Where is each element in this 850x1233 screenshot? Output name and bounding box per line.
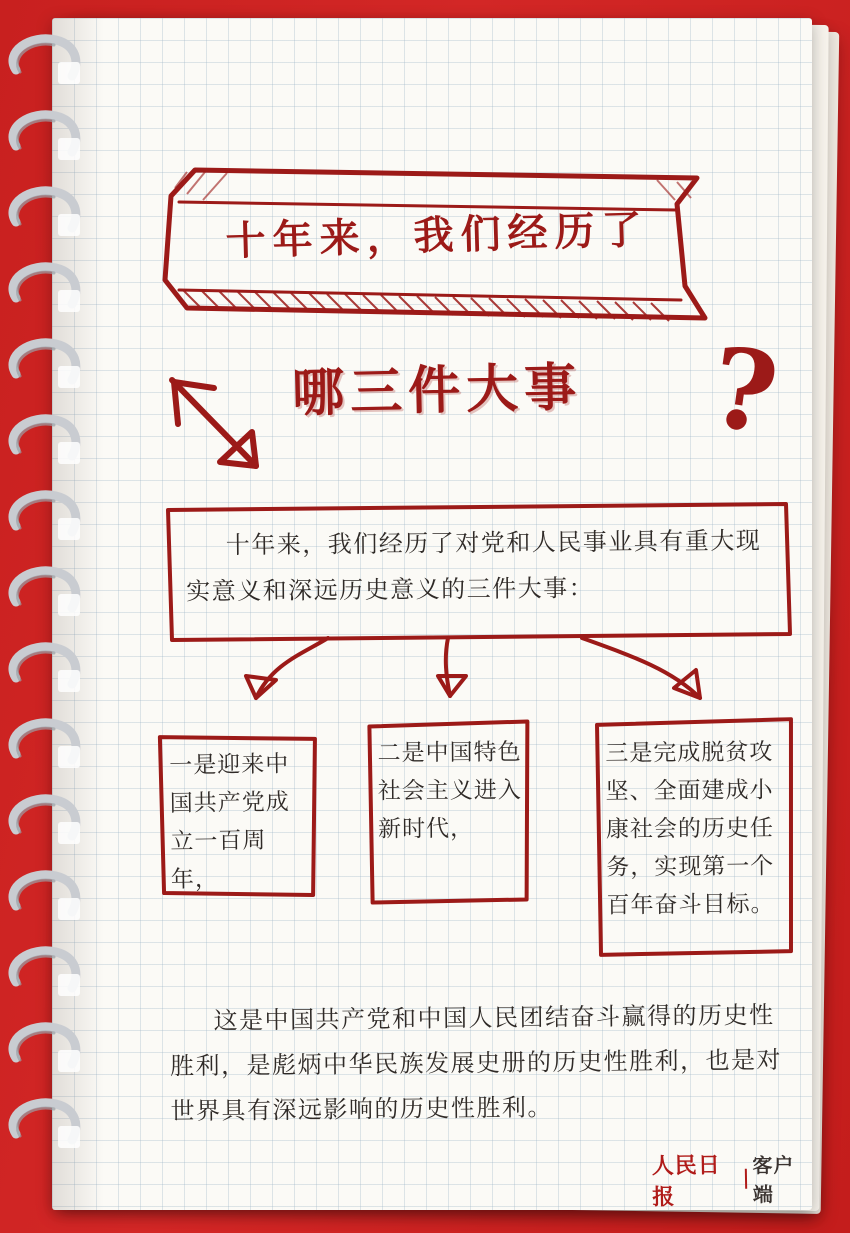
- item-2-text: 二是中国特色社会主义进入新时代，: [377, 739, 522, 843]
- item-box-1: [155, 729, 322, 903]
- footer-separator: [745, 1169, 747, 1189]
- down-left-arrow-icon: [156, 370, 276, 490]
- branch-arrows-icon: [152, 636, 812, 726]
- item-1-text: 一是迎来中国共产党成立一百周年，: [169, 751, 290, 893]
- closing-paragraph: 这是中国共产党和中国人民团结奋斗赢得的历史性胜利，是彪炳中华民族发展史册的历史性胜利，也是对世界具有深远影响的历史性胜利。: [169, 1000, 783, 1126]
- title-banner: [157, 158, 717, 338]
- intro-box: [162, 500, 794, 642]
- intro-text: 十年来，我们经历了对党和人民事业具有重大现实意义和深远历史意义的三件大事：: [186, 526, 762, 606]
- footer-brand: 人民日报: [651, 1152, 721, 1210]
- item-box-2: [363, 717, 534, 906]
- title-line-2: 哪三件大事: [291, 357, 583, 425]
- page-content: [52, 18, 812, 1210]
- footer-logo: [651, 1147, 812, 1210]
- item-3-text: 三是完成脱贫攻坚、全面建成小康社会的历史任务，实现第一个百年奋斗目标。: [605, 739, 775, 919]
- item-box-3: [591, 717, 798, 959]
- notebook-page: [52, 18, 812, 1210]
- footer-subbrand: 客户端: [752, 1152, 795, 1207]
- question-mark: ?: [703, 322, 786, 459]
- title-line-1: 十年来，我们经历了: [225, 207, 650, 265]
